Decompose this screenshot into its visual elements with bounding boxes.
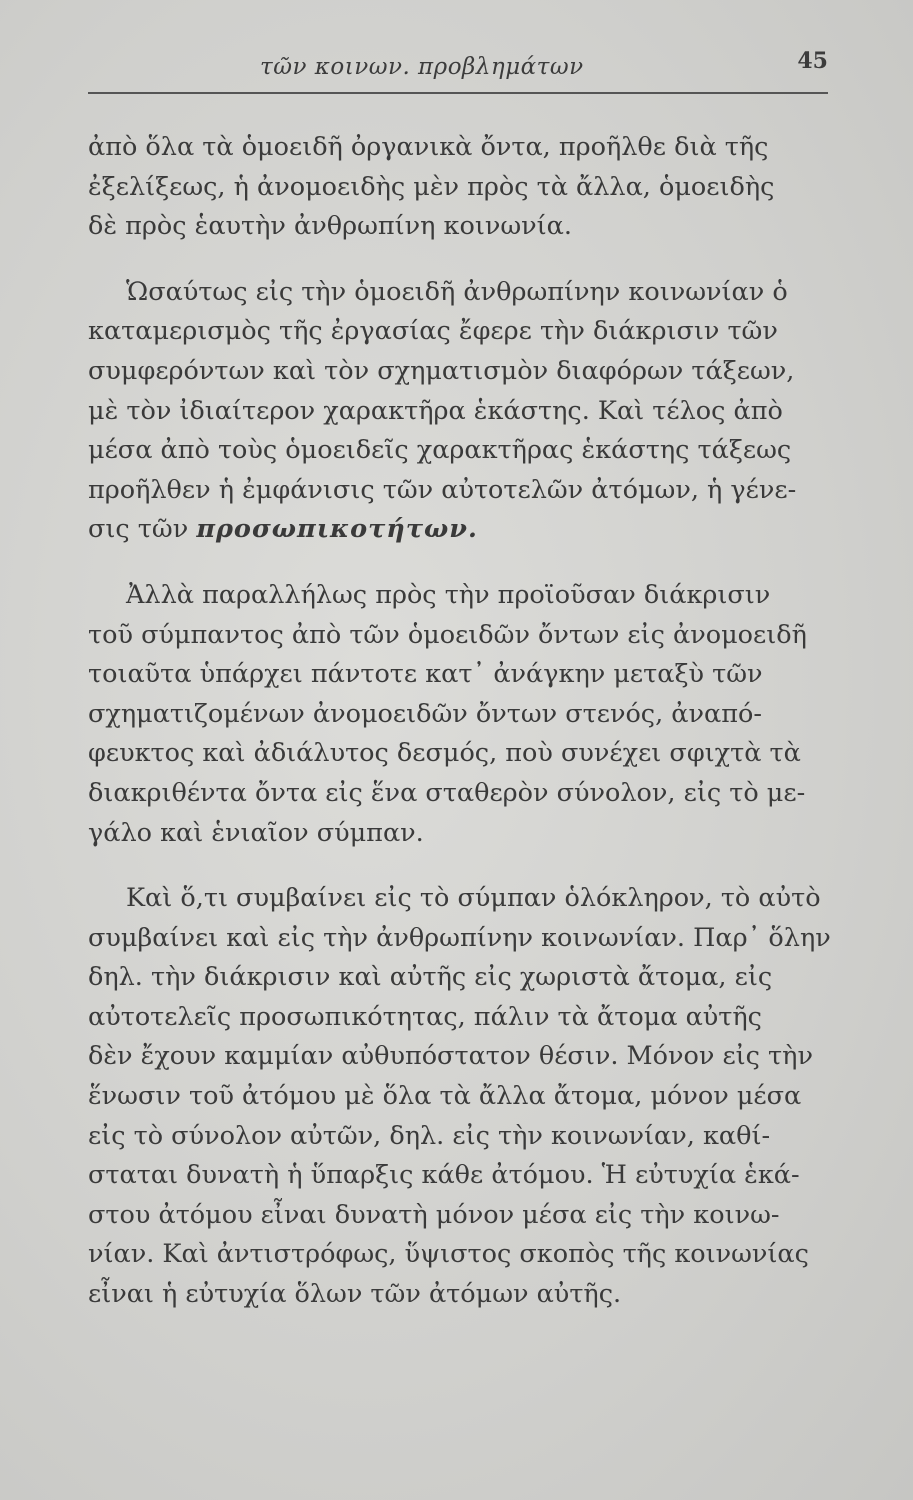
- text-line-content: Καὶ ὅ,τι συμβαίνει εἰς τὸ σύμπαν ὁλόκληρον, τὸ αὐτὸ: [126, 883, 821, 914]
- text-line: φευκτος καὶ ἀδιάλυτος δεσμός, ποὺ συνέχει σφιχτὰ τὰ: [88, 738, 801, 769]
- text-line: ἀπὸ ὅλα τὰ ὁμοειδῆ ὀργανικὰ ὄντα, προῆλθε διὰ τῆς: [88, 132, 769, 162]
- text-line: καταμερισμὸς τῆς ἐργασίας ἔφερε τὴν διάκρισιν τῶν: [88, 316, 778, 347]
- text-line-content: Ἀλλὰ παραλλήλως πρὸς τὴν προϊοῦσαν διάκρισιν: [126, 579, 771, 610]
- text-line: σταται δυνατὴ ἡ ὕπαρξις κάθε ἀτόμου. Ἡ εὐτυχία ἑκά-: [88, 1160, 800, 1191]
- text-line: δὲν ἔχουν καμμίαν αὐθυπόστατον θέσιν. Μόνον εἰς τὴν: [88, 1041, 813, 1072]
- text-line: διακριθέντα ὄντα εἰς ἕνα σταθερὸν σύνολον, εἰς τὸ με-: [88, 777, 806, 808]
- text-line: μέσα ἀπὸ τοὺς ὁμοειδεῖς χαρακτῆρας ἑκάστης τάξεως: [88, 435, 792, 466]
- paragraph-4: [88, 879, 850, 1315]
- text-line: [88, 273, 850, 313]
- text-line-content: σις τῶν: [88, 514, 197, 545]
- text-line: συμφερόντων καὶ τὸν σχηματισμὸν διαφόρων τάξεων,: [88, 355, 795, 386]
- text-line: στου ἀτόμου εἶναι δυνατὴ μόνον μέσα εἰς τὴν κοινω-: [88, 1199, 780, 1230]
- text-line: γάλο καὶ ἑνιαῖον σύμπαν.: [88, 817, 424, 848]
- text-line: αὐτοτελεῖς προσωπικότητας, πάλιν τὰ ἄτομα αὐτῆς: [88, 1001, 762, 1032]
- text-line: συμβαίνει καὶ εἰς τὴν ἀνθρωπίνην κοινωνίαν. Παρ᾿ ὅλην: [88, 922, 831, 953]
- text-line: ἕνωσιν τοῦ ἀτόμου μὲ ὅλα τὰ ἄλλα ἄτομα, μόνον μέσα: [88, 1081, 802, 1112]
- text-line: τοιαῦτα ὑπάρχει πάντοτε κατ᾿ ἀνάγκην μεταξὺ τῶν: [88, 659, 763, 690]
- text-line: εἶναι ἡ εὐτυχία ὅλων τῶν ἀτόμων αὐτῆς.: [88, 1279, 622, 1310]
- text-line: δὲ πρὸς ἑαυτὴν ἀνθρωπίνη κοινωνία.: [88, 211, 572, 242]
- running-title: τῶν κοινων. προβλημάτων: [260, 54, 584, 80]
- emphasized-term: προσωπικοτήτων.: [196, 514, 478, 545]
- text-line: [88, 879, 850, 919]
- page-number: 45: [797, 48, 828, 74]
- text-line: ἐξελίξεως, ἡ ἀνομοειδὴς μὲν πρὸς τὰ ἄλλα, ὁμοειδὴς: [88, 171, 775, 202]
- text-line-content: Ὡσαύτως εἰς τὴν ὁμοειδῆ ἀνθρωπίνην κοινωνίαν ὁ: [126, 276, 788, 307]
- header-rule: [88, 92, 828, 94]
- text-line: εἰς τὸ σύνολον αὐτῶν, δηλ. εἰς τὴν κοινωνίαν, καθί-: [88, 1120, 771, 1151]
- text-line: προῆλθεν ἡ ἐμφάνισις τῶν αὐτοτελῶν ἀτόμων, ἡ γένε-: [88, 474, 797, 505]
- text-line: νίαν. Καὶ ἀντιστρόφως, ὕψιστος σκοπὸς τῆς κοινωνίας: [88, 1239, 809, 1270]
- page-header: [88, 44, 850, 94]
- text-line: [88, 510, 850, 550]
- paragraph-2: [88, 273, 850, 550]
- text-line: δηλ. τὴν διάκρισιν καὶ αὐτῆς εἰς χωριστὰ ἄτομα, εἰς: [88, 962, 773, 993]
- paragraph-3: [88, 576, 850, 853]
- text-line: τοῦ σύμπαντος ἀπὸ τῶν ὁμοειδῶν ὄντων εἰς ἀνομοειδῆ: [88, 619, 807, 650]
- text-line: [88, 576, 850, 616]
- page-body: [88, 128, 850, 1315]
- text-line: μὲ τὸν ἰδιαίτερον χαρακτῆρα ἑκάστης. Καὶ τέλος ἀπὸ: [88, 395, 783, 426]
- paragraph-1: [88, 128, 850, 247]
- book-page: [88, 44, 850, 1315]
- text-line: σχηματιζομένων ἀνομοειδῶν ὄντων στενός, ἀναπό-: [88, 698, 762, 729]
